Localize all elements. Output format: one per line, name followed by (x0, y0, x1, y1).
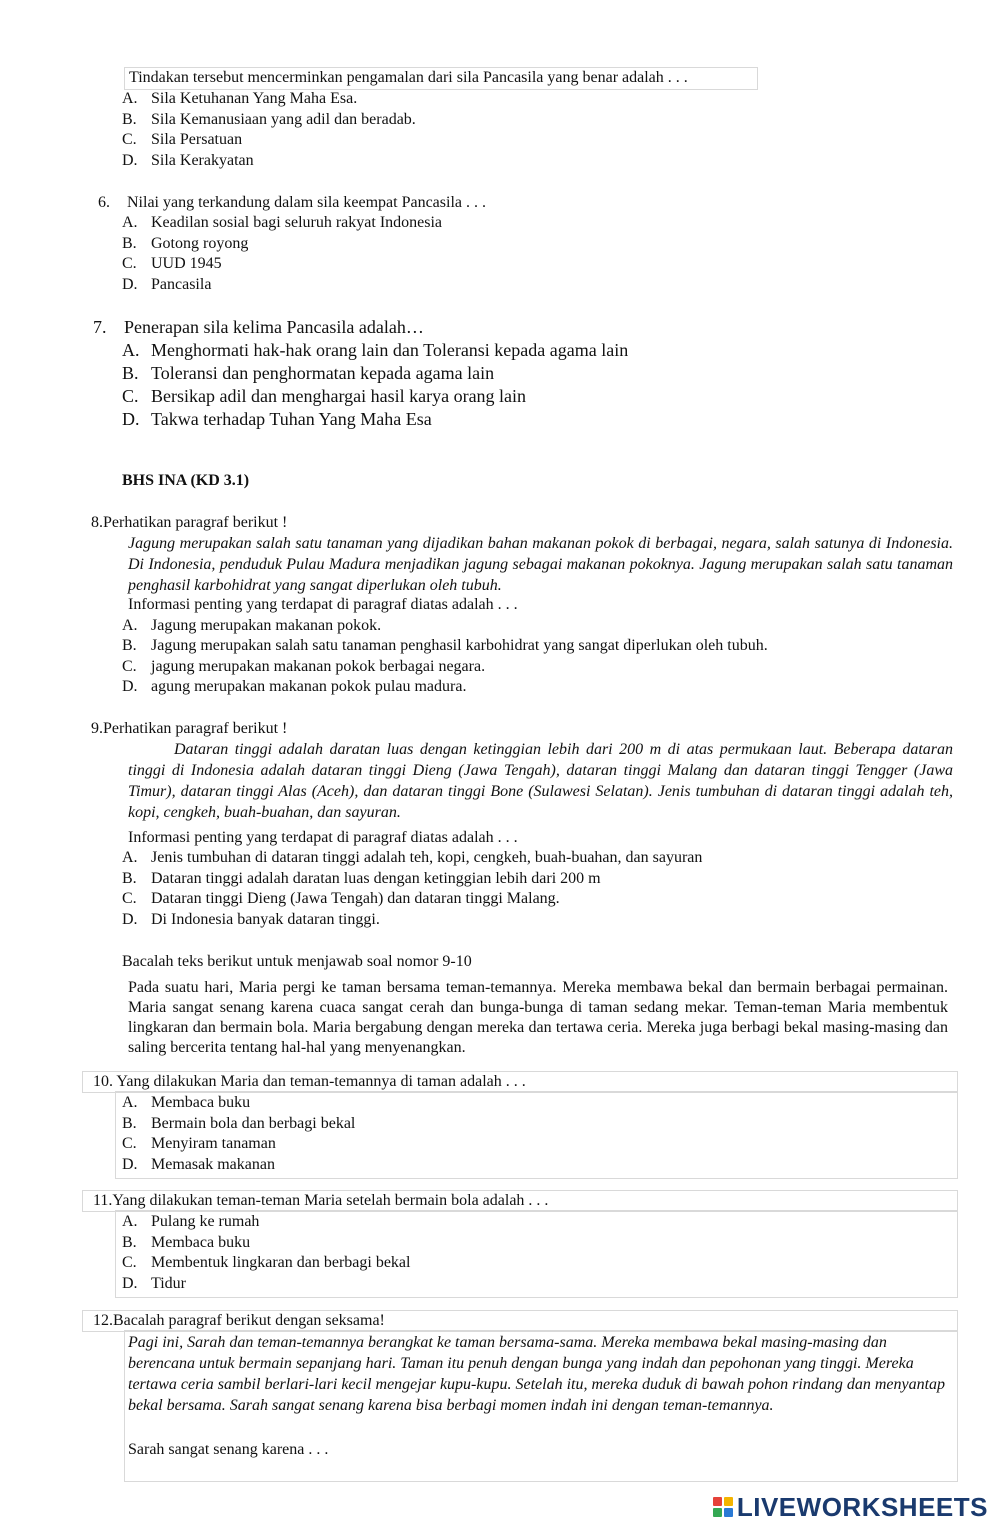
reading-text: Pada suatu hari, Maria pergi ke taman bersama teman-temannya. Mereka membawa bekal dan bermain berbagai permainan. Maria sangat senang karena cuaca sangat cerah dan bunga-bunga di taman sedang mekar. Teman-teman Maria membentuk lingkaran dan bermain bola. Maria bergabung dengan mereka dan tertawa ceria. Mereka juga berbagi bekal masing-masing dan saling bercerita tentang hal-hal yang menyenangkan. (128, 979, 948, 1056)
q6-option-c: C. UUD 1945 (122, 255, 222, 272)
q7-option-a: A. Menghormati hak-hak orang lain dan Toleransi kepada agama lain (122, 340, 629, 360)
q6-option-b: B. Gotong royong (122, 235, 249, 252)
q8-option-c: C. jagung merupakan makanan pokok berbagai negara. (122, 658, 486, 675)
q8-option-a: A. Jagung merupakan makanan pokok. (122, 617, 382, 634)
q12-question: Sarah sangat senang karena . . . (128, 1441, 329, 1458)
q5-option-b: B. Sila Kemanusiaan yang adil dan beradab. (122, 111, 416, 128)
q9-paragraph: Dataran tinggi adalah daratan luas dengan ketinggian lebih dari 200 m di atas permukaan laut. Beberapa dataran tinggi di Indonesia adalah dataran tinggi Dieng (Jawa Tengah), dataran tinggi Malang dan dataran tinggi Tengger (Jawa Timur), dataran tinggi Alas (Aceh), dan dataran tinggi Bone (Sulawesi Selatan). Jenis tumbuhan di dataran tinggi adalah teh, kopi, cengkeh, buah-buahan, dan sayuran. (128, 741, 953, 821)
q9-option-c: C. Dataran tinggi Dieng (Jawa Tengah) dan dataran tinggi Malang. (122, 890, 560, 907)
q8-stem: 8.Perhatikan paragraf berikut ! (91, 514, 288, 531)
q10-option-a: A. Membaca buku (122, 1094, 251, 1111)
liveworksheets-logo (713, 1491, 988, 1523)
reading-instruction: Bacalah teks berikut untuk menjawab soal nomor 9-10 (122, 953, 472, 970)
q10-stem: 10. Yang dilakukan Maria dan teman-temannya di taman adalah . . . (93, 1073, 526, 1090)
q11-option-b: B. Membaca buku (122, 1234, 251, 1251)
logo-tiles-icon (713, 1497, 733, 1517)
q8-paragraph: Jagung merupakan salah satu tanaman yang dijadikan bahan makanan pokok di berbagai, negara, salah satunya di Indonesia. Di Indonesia, penduduk Pulau Madura menjadikan jagung sebagai makanan pokoknya. Jagung merupakan salah satu tanaman penghasil karbohidrat yang sangat diperlukan oleh tubuh. (128, 535, 953, 594)
q10-option-b: B. Bermain bola dan berbagi bekal (122, 1115, 356, 1132)
q12-stem: 12.Bacalah paragraf berikut dengan seksama! (93, 1312, 385, 1329)
q5-option-d: D. Sila Kerakyatan (122, 152, 254, 169)
q8-question: Informasi penting yang terdapat di paragraf diatas adalah . . . (128, 596, 518, 613)
q5-stem: Tindakan tersebut mencerminkan pengamalan dari sila Pancasila yang benar adalah . . . (129, 69, 688, 86)
q6-stem: 6. Nilai yang terkandung dalam sila keempat Pancasila . . . (98, 194, 486, 211)
q9-question: Informasi penting yang terdapat di paragraf diatas adalah . . . (128, 829, 518, 846)
q8-option-d: D. agung merupakan makanan pokok pulau madura. (122, 678, 467, 695)
q9-option-d: D. Di Indonesia banyak dataran tinggi. (122, 911, 380, 928)
q7-option-b: B. Toleransi dan penghormatan kepada agama lain (122, 363, 495, 383)
q6-option-a: A. Keadilan sosial bagi seluruh rakyat Indonesia (122, 214, 443, 231)
brand-name: LIVEWORKSHEETS (736, 1491, 988, 1522)
q12-paragraph: Pagi ini, Sarah dan teman-temannya berangkat ke taman bersama-sama. Mereka membawa bekal masing-masing dan berencana untuk bermain sepanjang hari. Taman itu penuh dengan bunga yang indah dan pepohonan yang tinggi. Mereka tertawa ceria sambil berlari-lari kecil mengejar kupu-kupu. Setelah itu, mereka duduk di bawah pohon rindang dan menyantap bekal bersama. Sarah sangat senang karena bisa berbagi momen indah ini dengan teman-temannya. (128, 1334, 946, 1414)
q8-option-b: B. Jagung merupakan salah satu tanaman penghasil karbohidrat yang sangat diperlukan oleh tubuh. (122, 637, 768, 654)
q7-option-d: D. Takwa terhadap Tuhan Yang Maha Esa (122, 409, 432, 429)
q6-option-d: D. Pancasila (122, 276, 212, 293)
q7-stem: 7. Penerapan sila kelima Pancasila adalah… (93, 317, 424, 337)
q5-option-c: C. Sila Persatuan (122, 131, 243, 148)
q11-stem: 11.Yang dilakukan teman-teman Maria setelah bermain bola adalah . . . (93, 1192, 549, 1209)
q5-option-a: A. Sila Ketuhanan Yang Maha Esa. (122, 90, 358, 107)
q7-option-c: C. Bersikap adil dan menghargai hasil karya orang lain (122, 386, 527, 406)
q11-option-c: C. Membentuk lingkaran dan berbagi bekal (122, 1254, 411, 1271)
q10-option-d: D. Memasak makanan (122, 1156, 275, 1173)
q11-option-d: D. Tidur (122, 1275, 186, 1292)
q9-stem: 9.Perhatikan paragraf berikut ! (91, 720, 288, 737)
q9-option-b: B. Dataran tinggi adalah daratan luas dengan ketinggian lebih dari 200 m (122, 870, 601, 887)
q9-option-a: A. Jenis tumbuhan di dataran tinggi adalah teh, kopi, cengkeh, buah-buahan, dan sayuran (122, 849, 703, 866)
q10-option-c: C. Menyiram tanaman (122, 1135, 276, 1152)
section-heading: BHS INA (KD 3.1) (122, 472, 250, 489)
q11-option-a: A. Pulang ke rumah (122, 1213, 260, 1230)
